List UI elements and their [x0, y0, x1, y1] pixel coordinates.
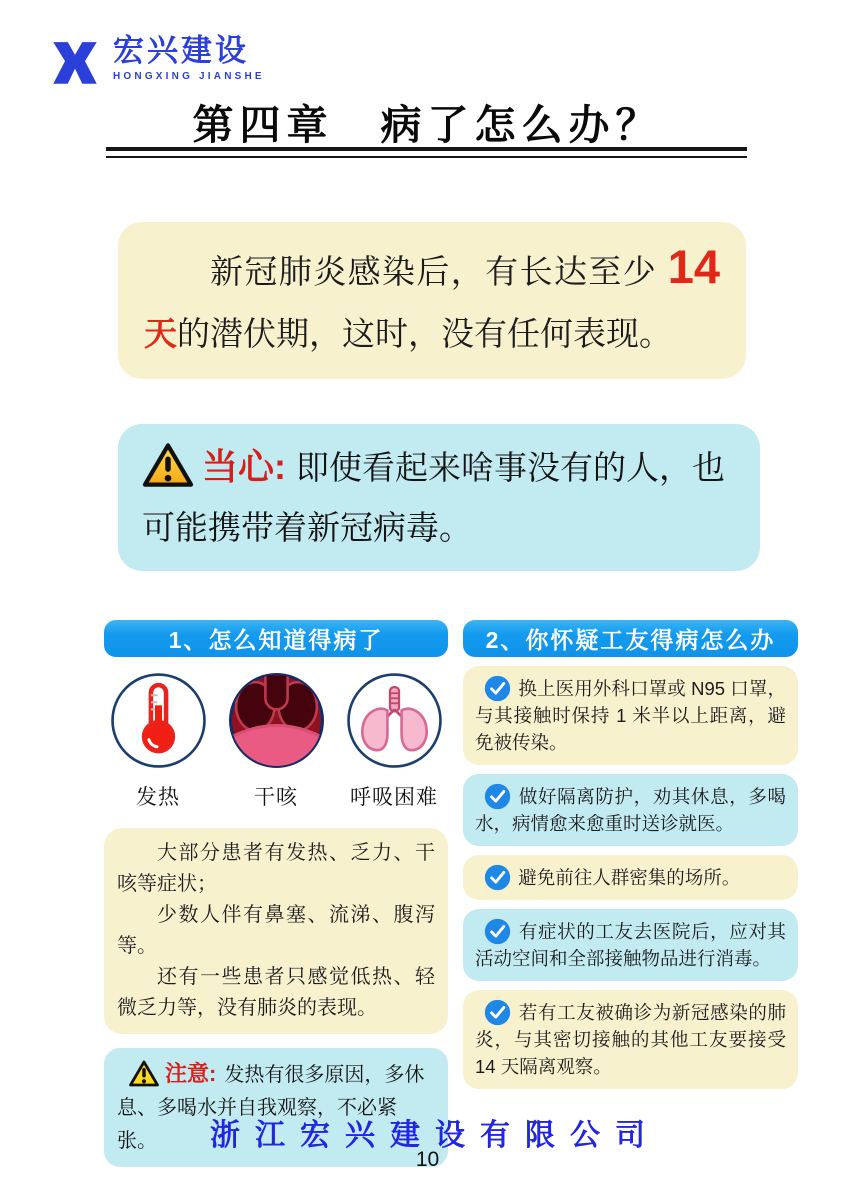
brand-text [113, 34, 265, 82]
tip-item-1 [463, 666, 798, 765]
symptom-breathing-label: 呼吸困难 [350, 786, 438, 809]
thermometer-icon [110, 672, 207, 769]
section-how-to-know [104, 620, 448, 1167]
tip-text-content: 换上医用外科口罩或 N95 口罩，与其接触时保持 1 米半以上距离，避免被传染。 [475, 678, 786, 753]
check-icon [484, 783, 511, 810]
tip-text-content: 做好隔离防护，劝其休息，多喝水，病情愈来愈重时送诊就医。 [475, 786, 786, 834]
brand-logo [46, 34, 265, 90]
tip-text-content: 避免前往人群密集的场所。 [518, 867, 741, 888]
brand-name-cn: 宏兴建设 [113, 33, 249, 68]
check-icon [484, 675, 511, 702]
page-title: 第四章 病了怎么办？ [192, 102, 663, 148]
tip-item-3 [463, 855, 798, 900]
lungs-icon [346, 672, 443, 769]
incubation-days-number: 14 [667, 240, 720, 293]
warning-triangle-icon [142, 442, 194, 488]
caution-text: 即使看起来啥事没有的人，也可能携带着新冠病毒。 [142, 449, 725, 546]
tip-item-5 [463, 990, 798, 1089]
section-suspect-coworker [463, 620, 798, 1089]
symptom-breathing [341, 672, 447, 811]
brand-name-en: HONGXING JIANSHE [113, 71, 265, 82]
page-number: 10 [415, 1148, 440, 1171]
symptom-paragraph-2: 少数人伴有鼻塞、流涕、腹泻等。 [117, 904, 435, 957]
symptom-icons-row [104, 672, 448, 811]
tip-text [475, 864, 786, 891]
incubation-days-unit: 天 [144, 315, 177, 352]
tip-text [475, 675, 786, 756]
check-icon [484, 999, 511, 1026]
incubation-info-box [118, 222, 746, 379]
symptom-dry-cough-label: 干咳 [254, 786, 298, 809]
symptom-fever-label: 发热 [136, 786, 180, 809]
note-text: 发热有很多原因，多休息、多喝水并自我观察，不必紧张。 [117, 1064, 425, 1152]
symptom-description-box [104, 828, 448, 1034]
caution-label: 当心: [202, 446, 286, 487]
company-name: 浙江宏兴建设有限公司 [210, 1119, 660, 1152]
title-divider [106, 147, 747, 158]
tip-text [475, 783, 786, 837]
check-icon [484, 918, 511, 945]
warning-triangle-icon [129, 1060, 159, 1087]
tip-text-content: 有症状的工友去医院后，应对其活动空间和全部接触物品进行消毒。 [475, 921, 786, 969]
check-icon [484, 864, 511, 891]
caution-box [118, 424, 760, 571]
tip-text-content: 若有工友被确诊为新冠感染的肺炎，与其密切接触的其他工友要接受 14 天隔离观察。 [475, 1002, 786, 1077]
caution-text-line [142, 437, 736, 558]
incubation-text-lead: 新冠肺炎感染后，有长达至少 [210, 253, 668, 290]
section1-header: 1、怎么知道得病了 [104, 620, 448, 657]
symptom-dry-cough [223, 672, 329, 811]
section2-header: 2、你怀疑工友得病怎么办 [463, 620, 798, 657]
throat-icon [228, 672, 325, 769]
tip-text [475, 918, 786, 972]
tip-item-2 [463, 774, 798, 846]
hongxing-logo-icon [46, 34, 104, 90]
symptom-paragraph-1: 大部分患者有发热、乏力、干咳等症状； [117, 842, 435, 895]
incubation-text-rest: 的潜伏期，这时，没有任何表现。 [177, 315, 672, 352]
incubation-text [144, 236, 720, 365]
symptom-paragraph-3: 还有一些患者只感觉低热、轻微乏力等，没有肺炎的表现。 [117, 966, 435, 1019]
symptom-fever [105, 672, 211, 811]
note-label: 注意: [165, 1061, 217, 1086]
tip-item-4 [463, 909, 798, 981]
tip-text [475, 999, 786, 1080]
